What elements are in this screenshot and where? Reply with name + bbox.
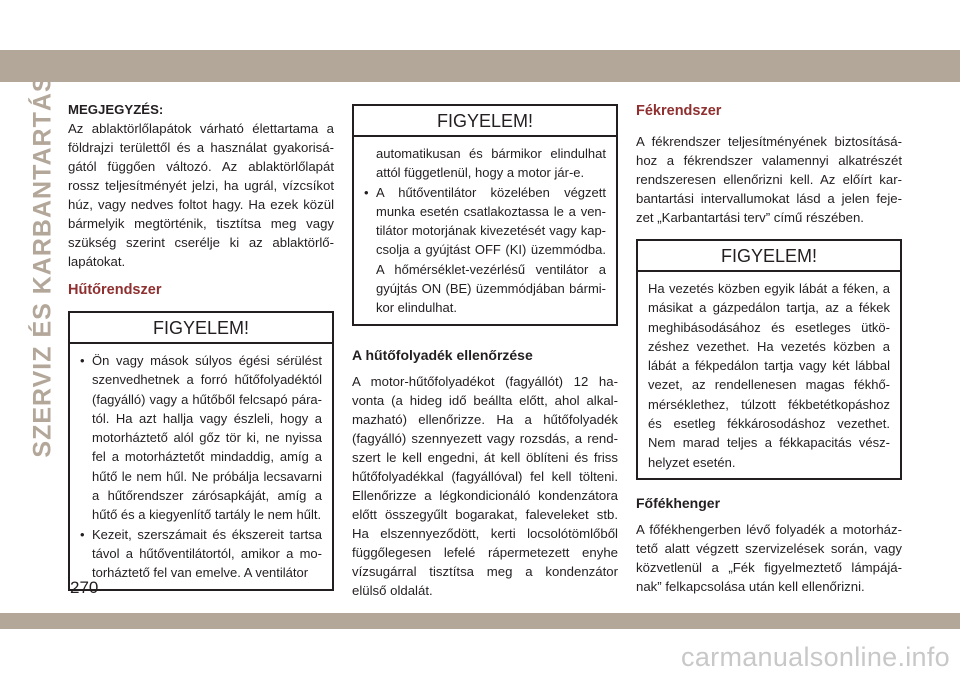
warning-body xyxy=(638,272,900,478)
brake-intro-text: A fékrendszer teljesítményének biztosításá-hoz a fékrendszer valamennyi alkatrészét rendszeresen ellenőrizni kell. Az előírt kar-bantartási intervallumokat lásd a jelen feje-zet „Karbantartási terv” című részében. xyxy=(636,134,902,225)
note-title: MEGJEGYZÉS: xyxy=(68,102,164,117)
page-number: 270 xyxy=(70,578,99,597)
warning-item-continuation: automatikusan és bármikor elindulhat attól függetlenül, hogy a motor jár-e. xyxy=(376,146,606,181)
cooling-warning-box xyxy=(68,311,334,591)
brake-warning-box xyxy=(636,239,902,480)
column-3 xyxy=(636,100,902,596)
coolant-check-text: A motor-hűtőfolyadékot (fagyállót) 12 ha-vonta (a hideg idő beállta előtt, ahol alkal-mazható) ellenőrizze. Ha a hűtőfolyadék (fagyálló) szennyezett vagy rozsdás, a rend-szert le kell engedni, át kell öblíteni és friss hűtőfolyadékkal (fagyállóval) fel kell tölteni. Ellenőrizze a légkondicionáló kondenzátora előtt összegyűlt bogarakat, faleveleket stb. Ha elszennyeződött, kerti locsolótömlőből függőlegesen lefelé rápermetezett enyhe vízsugárral tisztítsa meg a kondenzátor elülső oldalát. xyxy=(352,373,618,598)
warning-item: • A hűtőventilátor közelében végzett munka esetén csatlakoztassa le a ven-tilátor motorjának kivezetését vagy kap-csolja a gyújtást OFF (KI) üzemmódba. A hőmérséklet-vezérlésű ventilátor a gyújtás ON (BE) üzemmódjában bármi-kor elindulhat. xyxy=(364,183,606,318)
section-side-tab xyxy=(26,74,60,458)
brake-system-heading: Fékrendszer xyxy=(636,103,722,119)
warning-text: Ha vezetés közben egyik lábát a féken, a másikat a gázpedálon tartja, az a fékek meghibásodásához és esetleges ütkö-zéshez vezethet. Ha vezetés közben a lábát a fékpedálon tartja vagy két lábbal vezet, az rendellenesen magas fékhő-mérséklethez, túlzott fékbetétkopáshoz és esetleg fékkárosodáshoz vezethet. Nem marad teljes a fékkapacitás vész-helyzet esetén. xyxy=(648,281,890,470)
top-header-stripe xyxy=(0,50,960,82)
master-cylinder-text: A főfékhengerben lévő folyadék a motorház-tető alatt végzett szervizelések során, vagy közvetlenül a „Fék figyelmeztető lámpájá-nak” felkapcsolása után kell ellenőrizni. xyxy=(636,521,902,594)
warning-title: FIGYELEM! xyxy=(354,106,616,137)
top-header-band xyxy=(0,0,960,78)
note-text: Az ablaktörlőlapátok várható élettartama a földrajzi területtől és a használat gyakorisá-gától függően változó. Az ablaktörlőlapát rossz teljesítményét jelzi, ha ugrál, vízcsíkot húz, vagy nedves foltot hagy. Ha ezek közül bármelyik megtörténik, tisztítsa meg vagy szükség szerint cserélje ki az ablaktörlő-lapátokat. xyxy=(68,121,334,269)
master-cylinder-heading: Főfékhenger xyxy=(636,494,721,511)
cooling-system-heading: Hűtőrendszer xyxy=(68,282,162,298)
column-1 xyxy=(68,100,334,591)
coolant-check-heading: A hűtőfolyadék ellenőrzése xyxy=(352,346,533,363)
watermark-text: carmanualsonline.info xyxy=(681,642,950,672)
fan-warning-box xyxy=(352,104,618,326)
warning-list xyxy=(80,351,322,583)
column-2 xyxy=(352,104,618,600)
warning-title: FIGYELEM! xyxy=(70,313,332,344)
warning-body xyxy=(354,137,616,324)
warning-list xyxy=(364,144,606,318)
section-side-tab-label: SZERVIZ ÉS KARBANTARTÁS xyxy=(28,74,57,458)
warning-item: • Ön vagy mások súlyos égési sérülést szenvedhetnek a forró hűtőfolyadéktól (fagyálló) vagy a hűtőből felcsapó pára-tól. Ha azt hallja vagy észleli, hogy a motorháztető alól gőz tör ki, ne nyissa fel a motorháztetőt mindaddig, amíg a hűtő le nem hűl. Ne próbálja lecsavarni a hűtőrendszer zárósapkáját, amíg a hűtő és a kiegyenlítő tartály le nem hűlt. xyxy=(80,351,322,525)
warning-body xyxy=(70,344,332,589)
warning-item: • Kezeit, szerszámait és ékszereit tartsa távol a hűtőventilátortól, amikor a mo-torháztető fel van emelve. A ventilátor xyxy=(80,525,322,583)
bottom-footer-band xyxy=(0,613,960,629)
warning-title: FIGYELEM! xyxy=(638,241,900,272)
